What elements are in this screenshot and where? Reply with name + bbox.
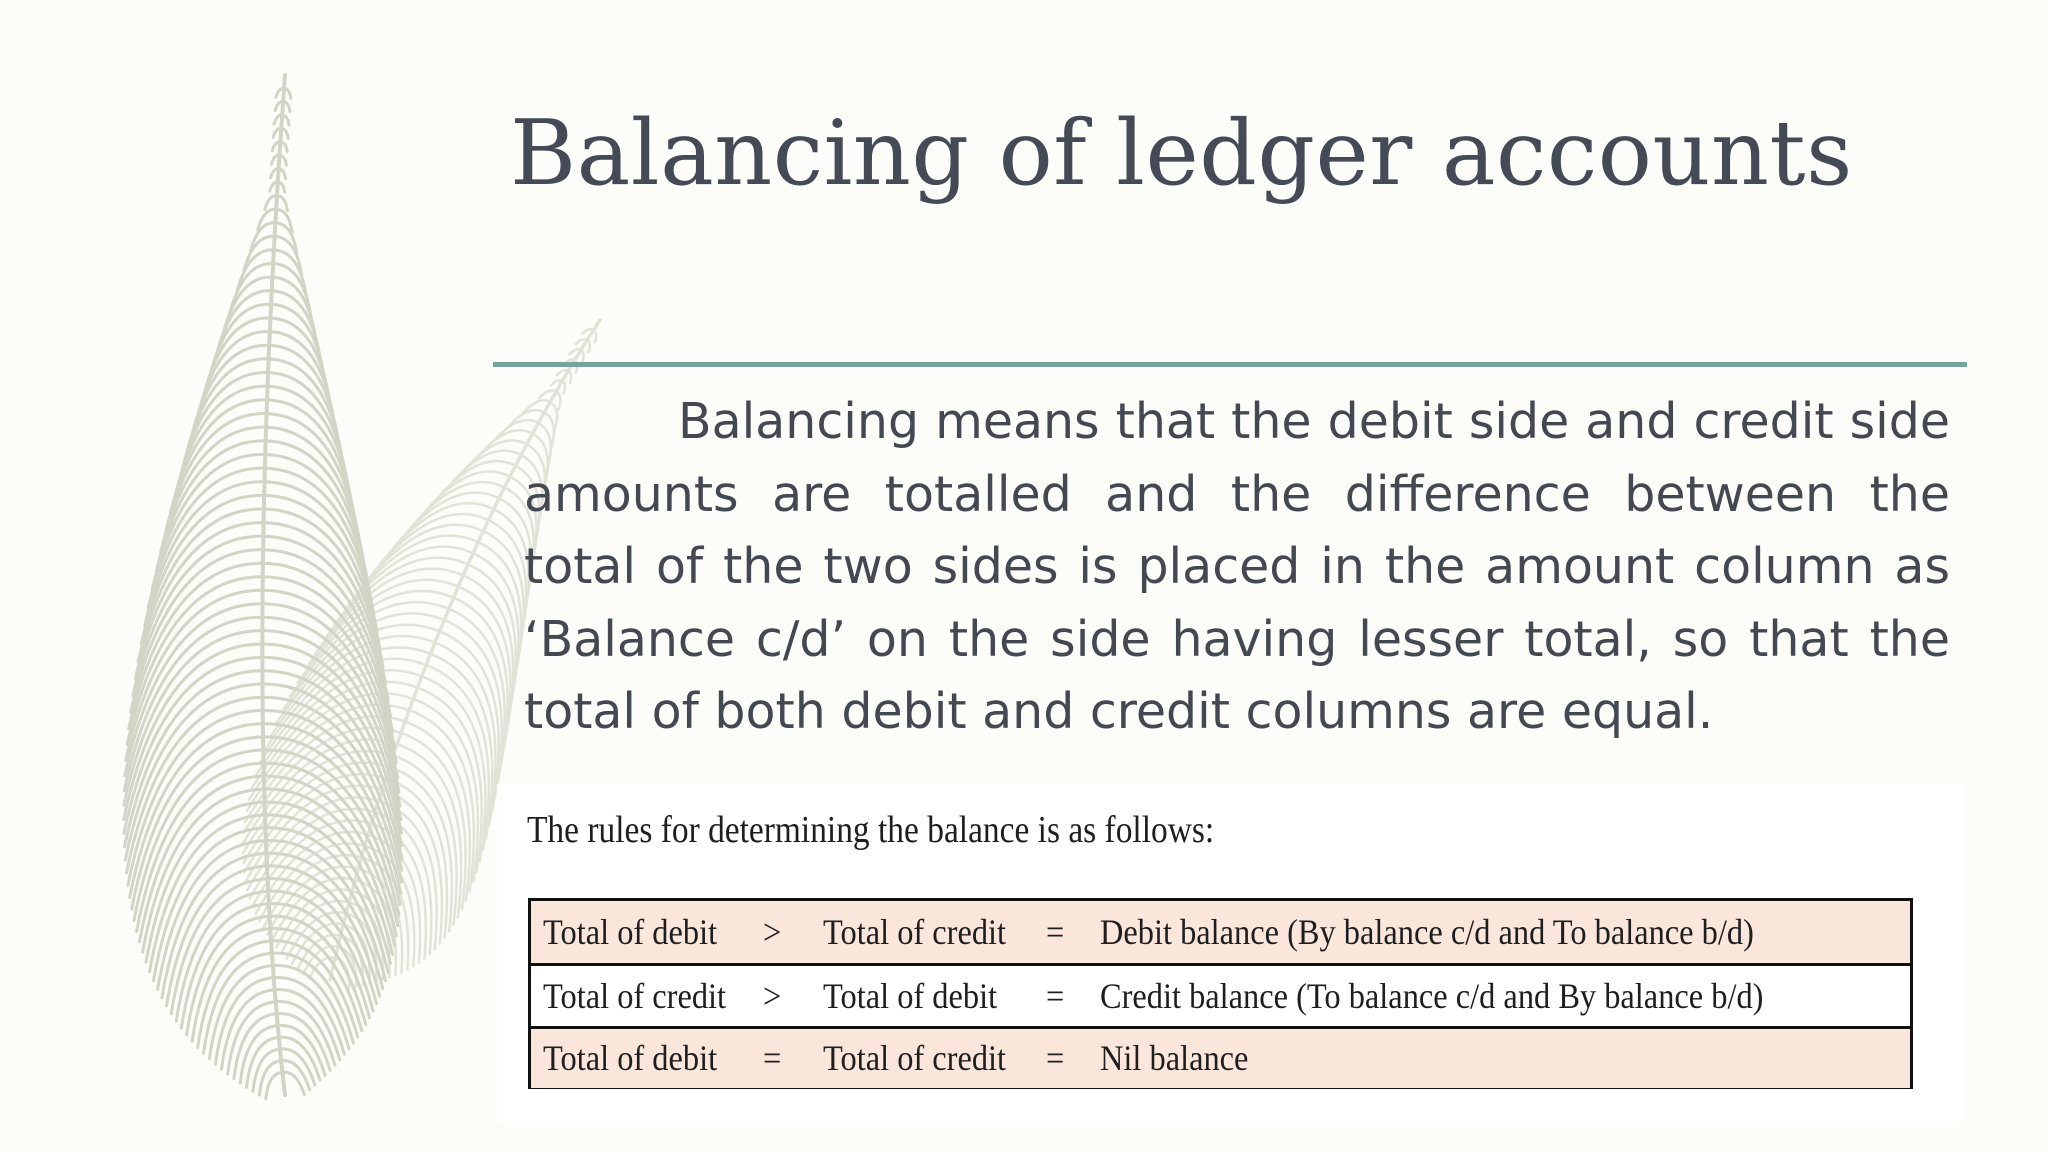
rules-panel [497, 784, 1965, 1122]
rules-heading: The rules for determining the balance is as follows: [527, 809, 1215, 851]
table-row [531, 1026, 1910, 1088]
rule-right-cell: Total of debit [823, 975, 998, 1016]
rule-operator-cell: > [763, 975, 782, 1016]
rule-equals-cell: = [1046, 1038, 1065, 1079]
page-title: Balancing of ledger accounts [510, 101, 1853, 206]
rule-right-cell: Total of credit [823, 912, 1007, 953]
title-divider [493, 362, 1967, 367]
rules-table [528, 898, 1913, 1089]
rule-left-cell: Total of credit [543, 975, 727, 1016]
rule-result-cell: Debit balance (By balance c/d and To balance b/d) [1100, 912, 1754, 953]
rule-right-cell: Total of credit [823, 1038, 1007, 1079]
rule-result-cell: Nil balance [1100, 1038, 1249, 1079]
rule-left-cell: Total of debit [543, 1038, 718, 1079]
rule-result-cell: Credit balance (To balance c/d and By balance b/d) [1100, 975, 1764, 1016]
rule-equals-cell: = [1046, 912, 1065, 953]
body-paragraph: Balancing means that the debit side and credit side amounts are totalled and the difference between the total of the two sides is placed in the amount column as ‘Balance c/d’ on the side having lesser total, so that the total of both debit and credit columns are equal. [524, 393, 1950, 740]
table-row [531, 901, 1910, 963]
rule-operator-cell: > [763, 912, 782, 953]
rule-left-cell: Total of debit [543, 912, 718, 953]
rule-operator-cell: = [763, 1038, 782, 1079]
table-row [531, 963, 1910, 1025]
rule-equals-cell: = [1046, 975, 1065, 1016]
